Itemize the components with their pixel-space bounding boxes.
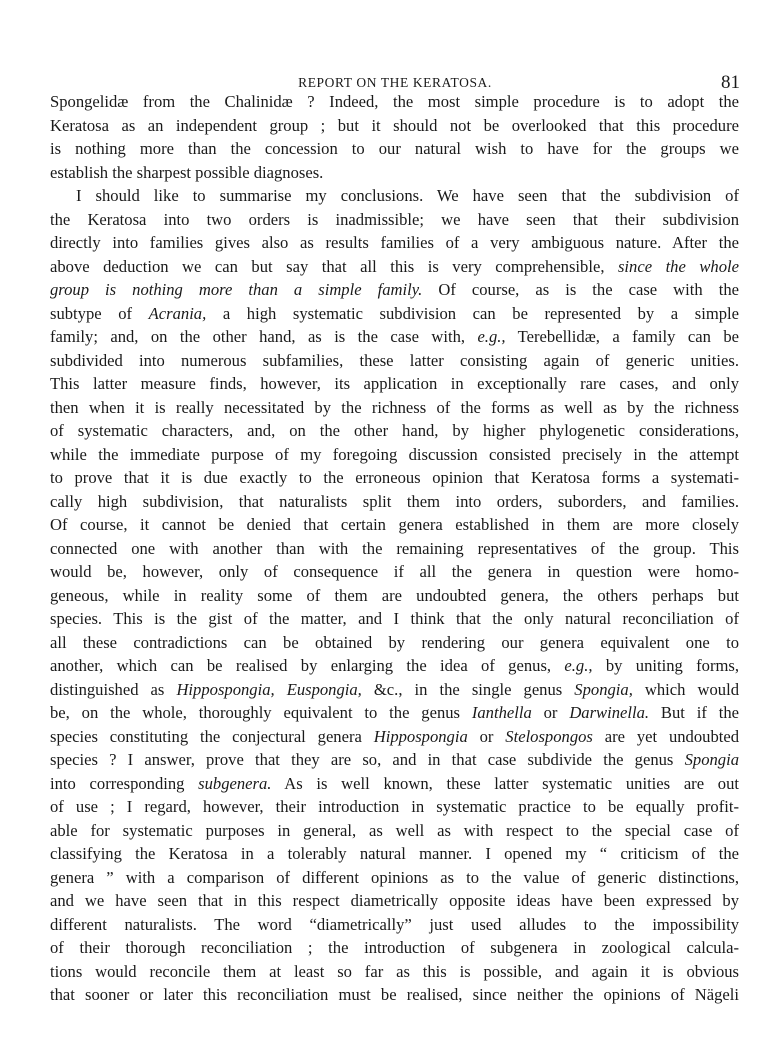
text-line [50, 772, 739, 796]
text-segment: genera ” with a comparison of different opinions as to the value of generic distinctions, [50, 867, 739, 887]
text-segment: classifying the Keratosa in a tolerably natural manner. I opened my “ criticism of the [50, 844, 739, 863]
text-line [50, 842, 739, 866]
running-title: REPORT ON THE KERATOSA. [298, 75, 492, 90]
text-line [50, 184, 739, 208]
text-segment: or [531, 703, 570, 722]
text-line [50, 795, 739, 819]
text-segment: species ? I answer, prove that they are so, and in that case subdivide the genus [50, 750, 685, 769]
text-segment: species. This is the gist of the matter, and I think that the only natural reconciliation of [50, 609, 739, 628]
text-segment: directly into families gives also as results families of a very ambiguous nature. After the [50, 233, 739, 252]
text-segment: the Keratosa into two orders is inadmissible; we have seen that their subdivision [50, 209, 739, 229]
italic-text: group is nothing more than a simple family. [50, 280, 423, 299]
text-segment: able for systematic purposes in general, as well as with respect to the special case of [50, 820, 739, 840]
text-segment: of use ; I regard, however, their introduction in systematic practice to be equally profit- [50, 797, 739, 816]
text-segment: of systematic characters, and, on the other hand, by higher phylogenetic considerations, [50, 421, 739, 440]
text-segment: that sooner or later this reconciliation must be realised, since neither the opinions of Nägeli [50, 985, 739, 1004]
text-segment: into corresponding [50, 773, 199, 793]
text-segment: subtype of [50, 303, 149, 323]
italic-text: since the whole [617, 256, 739, 276]
text-segment: species constituting the conjectural genera [50, 726, 374, 746]
text-segment: is nothing more than the concession to our natural wish to have for the groups we [50, 139, 739, 158]
text-segment: cally high subdivision, that naturalists split them into orders, suborders, and families. [50, 491, 739, 511]
body-text [50, 90, 739, 1007]
text-line [50, 725, 739, 749]
text-line [50, 678, 739, 702]
text-line [50, 231, 739, 255]
text-line [50, 137, 739, 161]
text-line [50, 161, 739, 185]
text-segment: Of course, as is the case with the [422, 280, 739, 299]
text-line [50, 325, 739, 349]
text-segment: and we have seen that in this respect diametrically opposite ideas have been expressed by [50, 891, 739, 910]
text-line [50, 114, 739, 138]
text-line [50, 701, 739, 725]
text-line [50, 913, 739, 937]
text-segment: then when it is really necessitated by the richness of the forms as well as by the richness [50, 397, 739, 417]
text-line [50, 631, 739, 655]
text-line [50, 372, 739, 396]
text-segment: &c., in the single genus [361, 679, 575, 699]
text-segment: different naturalists. The word “diametrically” just used alludes to the impossibility [50, 914, 739, 934]
text-segment: establish the sharpest possible diagnoses. [50, 162, 324, 182]
italic-text: Hippospongia, Euspongia, [176, 679, 362, 699]
text-segment: which would [632, 679, 739, 699]
text-line [50, 255, 739, 279]
page-number: 81 [721, 72, 740, 93]
text-line [50, 466, 739, 490]
text-line [50, 819, 739, 843]
text-segment: As is well known, these latter systematic unities are out [271, 773, 739, 793]
italic-text: Spongia, [574, 679, 633, 699]
text-segment: by uniting forms, [592, 656, 739, 675]
text-segment: be, on the whole, thoroughly equivalent to the genus [50, 703, 472, 722]
text-line [50, 584, 739, 608]
text-line [50, 960, 739, 984]
text-segment: another, which can be realised by enlarging the idea of genus, [50, 656, 565, 675]
italic-text: Stelospongos [505, 726, 593, 746]
text-line [50, 889, 739, 913]
text-segment: all these contradictions can be obtained by rendering our genera equivalent one to [50, 632, 739, 652]
text-line [50, 90, 739, 114]
text-segment: are yet undoubted [592, 726, 740, 746]
text-line [50, 302, 739, 326]
italic-text: subgenera. [198, 773, 272, 793]
text-line [50, 748, 739, 772]
text-line [50, 208, 739, 232]
text-segment: while the immediate purpose of my foregoing discussion consisted precisely in the attempt [50, 444, 739, 464]
text-segment: to prove that it is due exactly to the erroneous opinion that Keratosa forms a systemati- [50, 468, 739, 487]
text-segment: I should like to summarise my conclusions. We have seen that the subdivision of [76, 186, 739, 205]
text-segment: geneous, while in reality some of them are undoubted genera, the others perhaps but [50, 585, 739, 605]
italic-text: Acrania, [148, 303, 207, 323]
italic-text: Hippospongia [373, 726, 468, 746]
text-segment: above deduction we can but say that all this is very comprehensible, [50, 256, 618, 276]
italic-text: e.g., [477, 327, 506, 346]
text-line [50, 560, 739, 584]
italic-text: Ianthella [471, 703, 532, 722]
text-segment: or [467, 726, 506, 746]
text-line [50, 278, 739, 302]
text-segment: Terebellidæ, a family can be [505, 327, 739, 346]
text-line [50, 349, 739, 373]
text-segment: family; and, on the other hand, as is the case with, [50, 327, 478, 346]
text-segment: connected one with another than with the remaining representatives of the group. This [50, 538, 739, 558]
text-line [50, 419, 739, 443]
text-line [50, 396, 739, 420]
text-segment: subdivided into numerous subfamilies, these latter consisting again of generic unities. [50, 350, 739, 370]
text-segment: of their thorough reconciliation ; the introduction of subgenera in zoological calcula- [50, 938, 739, 957]
italic-text: Spongia [684, 750, 739, 769]
text-segment: tions would reconcile them at least so far as this is possible, and again it is obvious [50, 961, 739, 981]
text-segment: This latter measure finds, however, its application in exceptionally rare cases, and only [50, 374, 739, 393]
text-segment: But if the [649, 703, 739, 722]
text-line [50, 443, 739, 467]
text-line [50, 936, 739, 960]
text-line [50, 607, 739, 631]
text-segment: Spongelidæ from the Chalinidæ ? Indeed, the most simple procedure is to adopt the [50, 92, 739, 111]
text-line [50, 513, 739, 537]
text-segment: would be, however, only of consequence if all the genera in question were homo- [50, 562, 739, 581]
text-line [50, 490, 739, 514]
text-line [50, 654, 739, 678]
text-segment: a high systematic subdivision can be represented by a simple [206, 303, 739, 323]
text-line [50, 983, 739, 1007]
text-segment: distinguished as [50, 679, 177, 699]
text-line [50, 537, 739, 561]
italic-text: Darwinella. [569, 703, 650, 722]
text-segment: Of course, it cannot be denied that certain genera established in them are more closely [50, 515, 739, 534]
text-segment: Keratosa as an independent group ; but it should not be overlooked that this procedure [50, 115, 739, 135]
text-line [50, 866, 739, 890]
italic-text: e.g., [564, 656, 593, 675]
